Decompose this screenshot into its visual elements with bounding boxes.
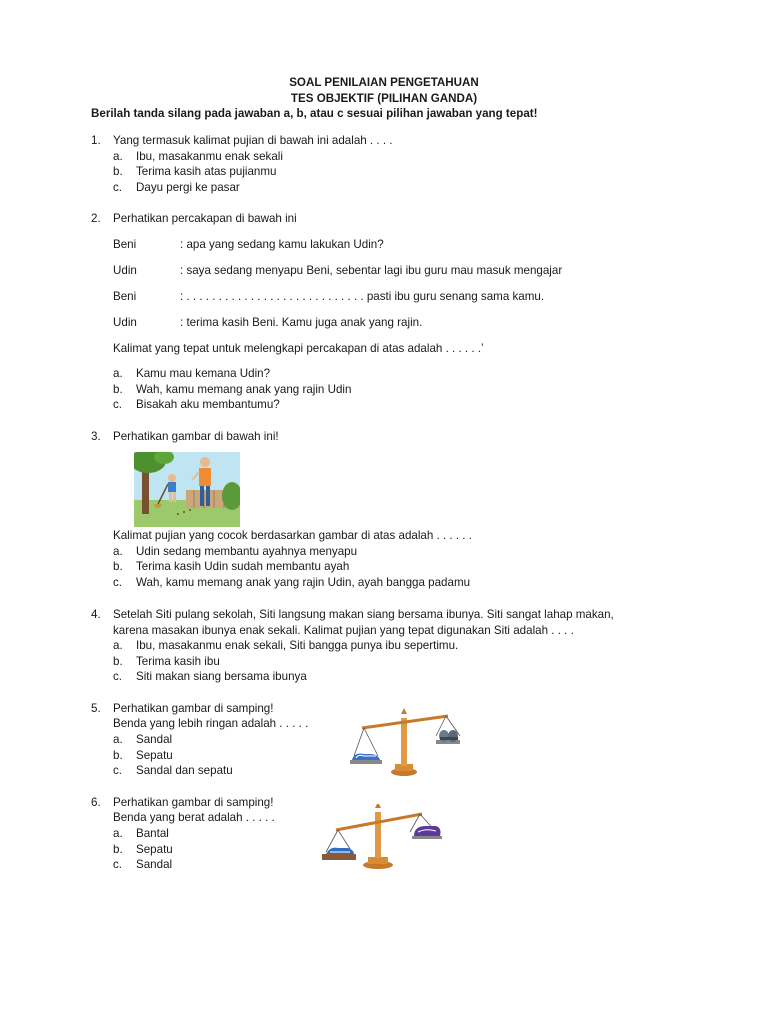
option-text: Dayu pergi ke pasar xyxy=(136,181,240,194)
option-letter: a. xyxy=(113,827,123,840)
option-text: Udin sedang membantu ayahnya menyapu xyxy=(136,545,358,558)
option-text: Siti makan siang bersama ibunya xyxy=(136,670,307,683)
option-text: Terima kasih Udin sudah membantu ayah xyxy=(136,560,350,573)
father-son-sweeping-illustration xyxy=(134,452,240,527)
page-title: SOAL PENILAIAN PENGETAHUAN xyxy=(289,76,479,89)
option-letter: c. xyxy=(113,576,123,589)
question-number: 3. xyxy=(91,430,101,443)
dialog-speaker: Udin xyxy=(113,264,137,277)
option-letter: a. xyxy=(113,367,123,380)
dialog-line: : . . . . . . . . . . . . . . . . . . . . . . . . . . . . pasti ibu guru senang sama kamu. xyxy=(180,290,545,303)
option-text: Sepatu xyxy=(136,843,173,856)
option-letter: b. xyxy=(113,560,123,573)
option-letter: a. xyxy=(113,639,123,652)
question-number: 6. xyxy=(91,796,101,809)
dialog-speaker: Udin xyxy=(113,316,137,329)
question-number: 5. xyxy=(91,702,101,715)
dialog-line: : terima kasih Beni. Kamu juga anak yang rajin. xyxy=(180,316,423,329)
option-text: Terima kasih ibu xyxy=(136,655,220,668)
balance-scale-sandal-shoe-illustration xyxy=(346,708,472,778)
balance-scale-pillow-sandal-illustration xyxy=(318,804,448,870)
question-text: Perhatikan gambar di samping! xyxy=(113,796,274,809)
option-letter: a. xyxy=(113,733,123,746)
question-prompt: Kalimat pujian yang cocok berdasarkan gambar di atas adalah . . . . . . xyxy=(113,529,472,542)
option-text: Bisakah aku membantumu? xyxy=(136,398,280,411)
dialog-line: : saya sedang menyapu Beni, sebentar lagi ibu guru mau masuk mengajar xyxy=(180,264,563,277)
option-text: Sandal xyxy=(136,858,173,871)
question-text: Perhatikan gambar di bawah ini! xyxy=(113,430,279,443)
option-letter: b. xyxy=(113,655,123,668)
option-text: Kamu mau kemana Udin? xyxy=(136,367,271,380)
instruction: Berilah tanda silang pada jawaban a, b, atau c sesuai pilihan jawaban yang tepat! xyxy=(91,107,538,120)
option-text: Bantal xyxy=(136,827,169,840)
question-text: Yang termasuk kalimat pujian di bawah ini adalah . . . . xyxy=(113,134,393,147)
option-letter: c. xyxy=(113,858,123,871)
option-letter: c. xyxy=(113,398,123,411)
question-prompt: Benda yang berat adalah . . . . . xyxy=(113,811,275,824)
option-letter: b. xyxy=(113,383,123,396)
option-letter: a. xyxy=(113,545,123,558)
question-prompt: Benda yang lebih ringan adalah . . . . . xyxy=(113,717,309,730)
question-text: karena masakan ibunya enak sekali. Kalimat pujian yang tepat digunakan Siti adalah . . . . xyxy=(113,624,574,637)
option-letter: a. xyxy=(113,150,123,163)
option-text: Sandal dan sepatu xyxy=(136,764,233,777)
option-letter: b. xyxy=(113,165,123,178)
option-text: Ibu, masakanmu enak sekali xyxy=(136,150,283,163)
option-letter: b. xyxy=(113,843,123,856)
question-number: 1. xyxy=(91,134,101,147)
dialog-speaker: Beni xyxy=(113,238,137,251)
page-subtitle: TES OBJEKTIF (PILIHAN GANDA) xyxy=(290,92,478,105)
option-text: Terima kasih atas pujianmu xyxy=(136,165,277,178)
question-text: Perhatikan gambar di samping! xyxy=(113,702,274,715)
option-text: Sandal xyxy=(136,733,173,746)
option-letter: c. xyxy=(113,670,123,683)
option-text: Wah, kamu memang anak yang rajin Udin, ayah bangga padamu xyxy=(136,576,471,589)
question-number: 4. xyxy=(91,608,101,621)
option-text: Sepatu xyxy=(136,749,173,762)
question-number: 2. xyxy=(91,212,101,225)
option-letter: c. xyxy=(113,764,123,777)
option-text: Ibu, masakanmu enak sekali, Siti bangga punya ibu sepertimu. xyxy=(136,639,459,652)
question-text: Setelah Siti pulang sekolah, Siti langsung makan siang bersama ibunya. Siti sangat lahap makan, xyxy=(113,608,614,621)
option-letter: c. xyxy=(113,181,123,194)
question-prompt: Kalimat yang tepat untuk melengkapi percakapan di atas adalah . . . . . .’ xyxy=(113,342,484,355)
option-text: Wah, kamu memang anak yang rajin Udin xyxy=(136,383,352,396)
dialog-speaker: Beni xyxy=(113,290,137,303)
dialog-line: : apa yang sedang kamu lakukan Udin? xyxy=(180,238,384,251)
option-letter: b. xyxy=(113,749,123,762)
question-text: Perhatikan percakapan di bawah ini xyxy=(113,212,297,225)
